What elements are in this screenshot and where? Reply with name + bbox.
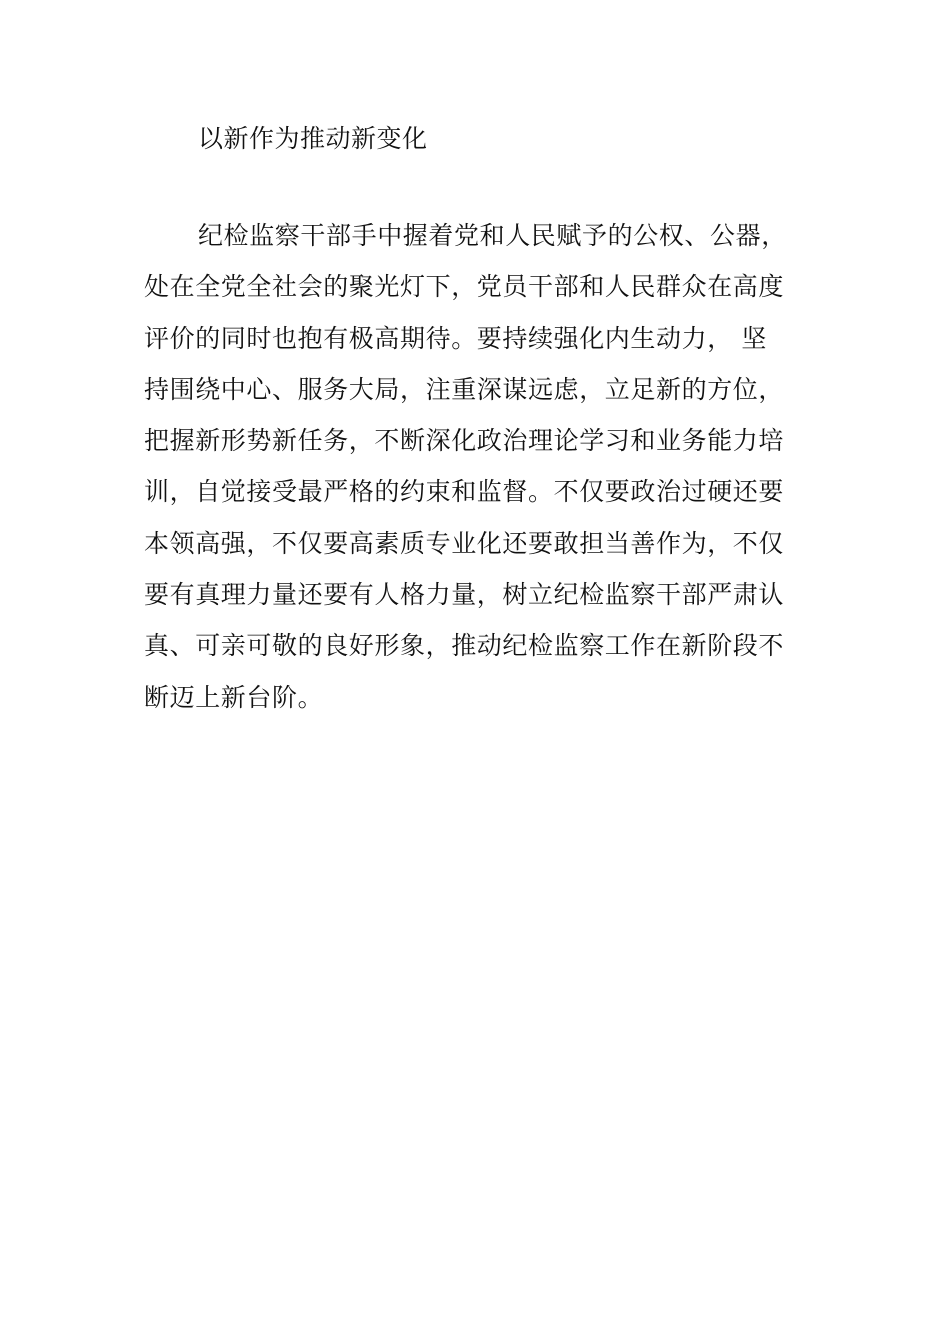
paragraph-line: 把握新形势新任务，不断深化政治理论学习和业务能力培	[144, 426, 785, 456]
paragraph-line: 真、可亲可敬的良好形象，推动纪检监察工作在新阶段不	[144, 631, 785, 661]
page-title: 以新作为推动新变化	[198, 124, 428, 153]
paragraph-line: 纪检监察干部手中握着党和人民赋予的公权、公器，	[198, 221, 787, 250]
paragraph-line: 持围绕中心、服务大局，注重深谋远虑，立足新的方位，	[144, 374, 785, 404]
paragraph-line: 处在全党全社会的聚光灯下，党员干部和人民群众在高度	[144, 272, 785, 302]
body-paragraph	[144, 210, 824, 723]
paragraph-line: 训，自觉接受最严格的约束和监督。不仅要政治过硬还要	[144, 477, 785, 507]
paragraph-line: 要有真理力量还要有人格力量，树立纪检监察干部严肃认	[144, 580, 785, 610]
paragraph-line: 断迈上新台阶。	[144, 682, 324, 712]
paragraph-line: 评价的同时也抱有极高期待。要持续强化内生动力， 坚	[144, 323, 767, 353]
paragraph-line: 本领高强，不仅要高素质专业化还要敢担当善作为，不仅	[144, 528, 785, 558]
